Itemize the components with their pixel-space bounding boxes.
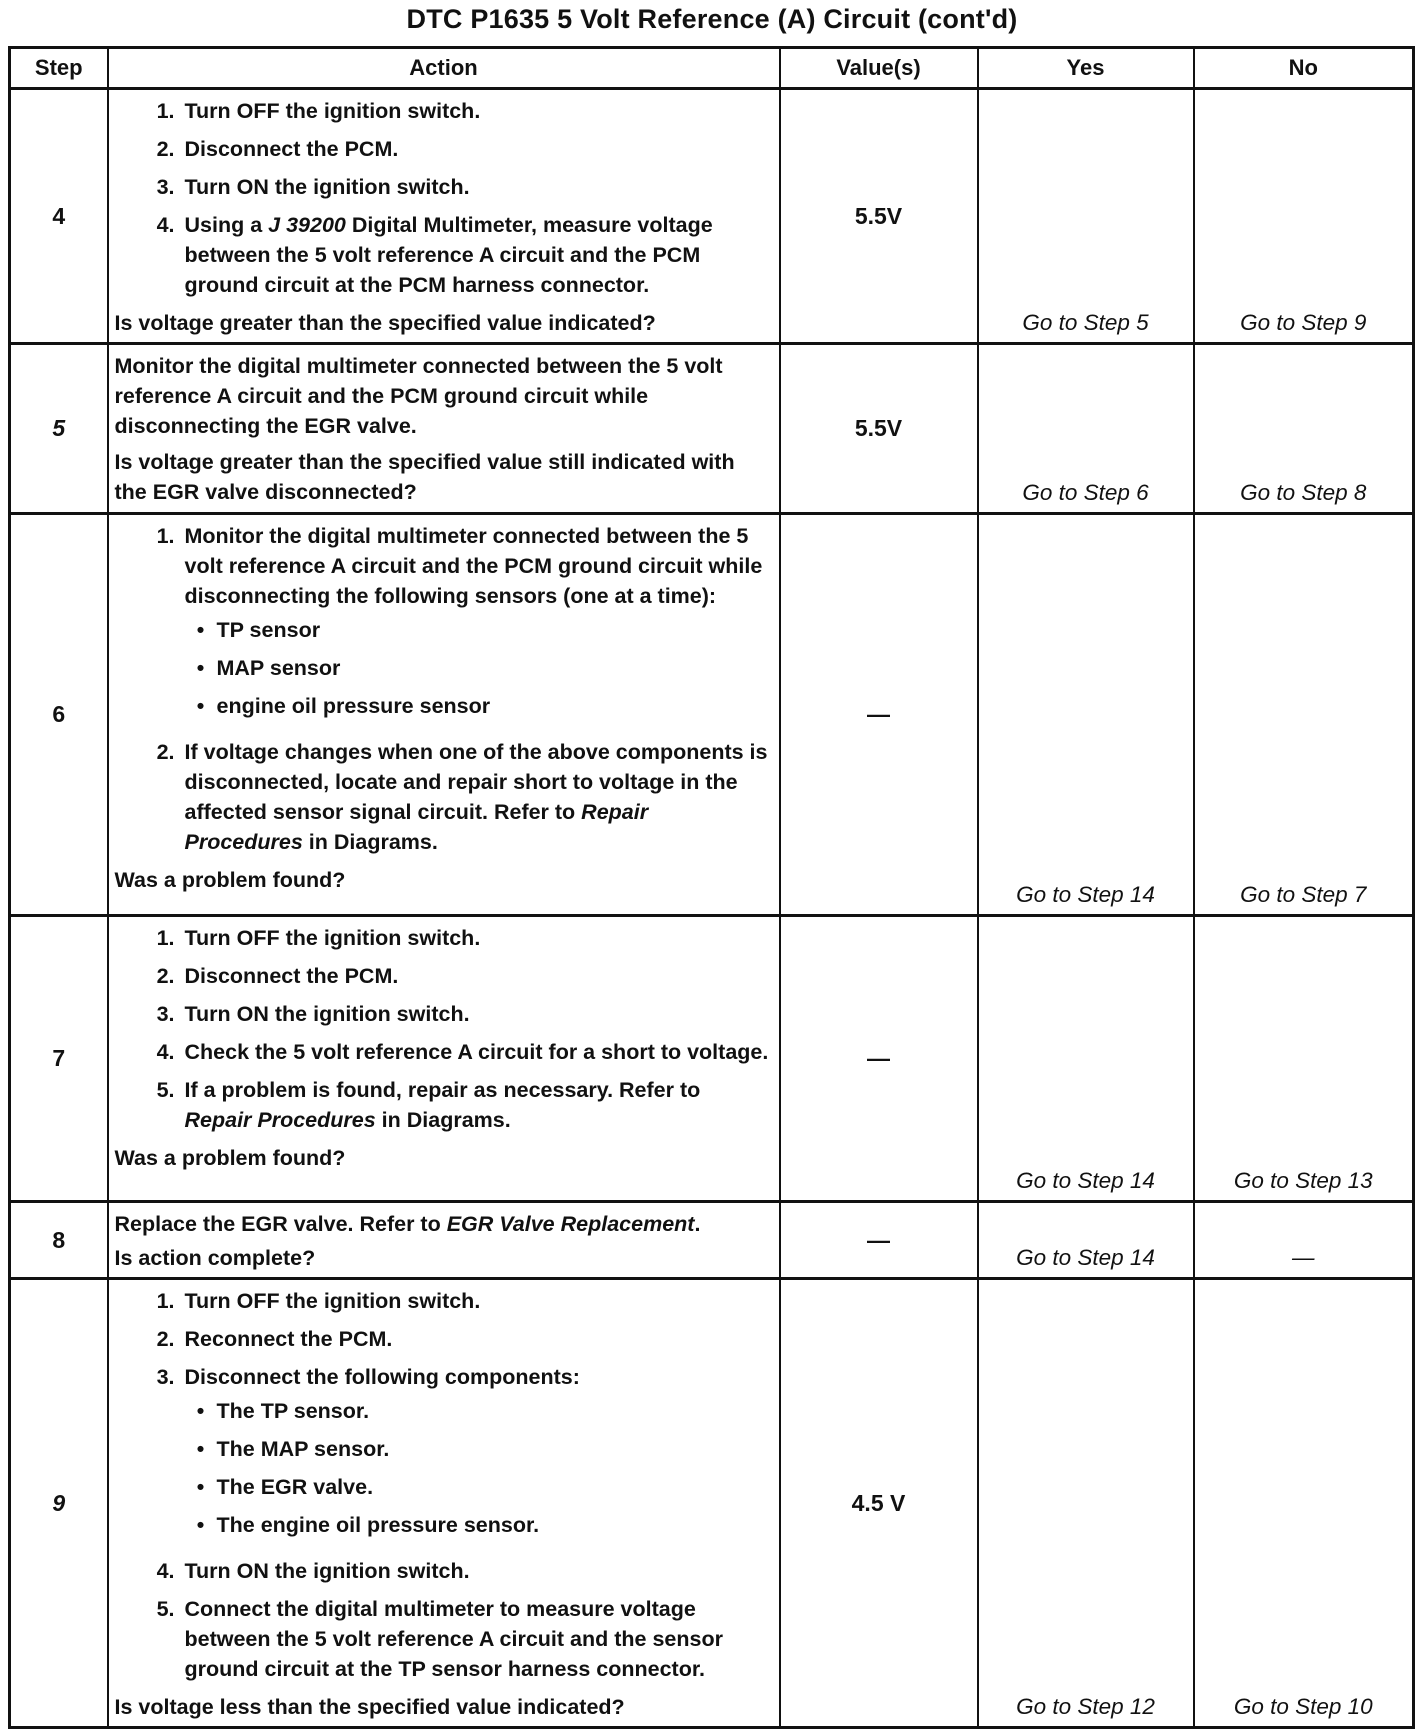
step-number: 8 bbox=[10, 1202, 108, 1279]
action-cell bbox=[108, 916, 780, 1202]
action-cell bbox=[108, 344, 780, 514]
value-cell: 5.5V bbox=[780, 344, 978, 514]
table-row-step-5 bbox=[10, 344, 1414, 514]
question: Is voltage less than the specified value indicated? bbox=[114, 1695, 625, 1719]
no-link[interactable]: Go to Step 9 bbox=[1194, 89, 1414, 344]
no-link[interactable]: Go to Step 7 bbox=[1194, 514, 1414, 916]
table-row-step-8 bbox=[10, 1202, 1414, 1279]
list-item: 4. Using a J 39200 Digital Multimeter, measure voltage between the 5 volt reference A circuit and the PCM ground circuit at the PCM harness connector. bbox=[156, 213, 713, 297]
value-cell: 5.5V bbox=[780, 89, 978, 344]
question: Is voltage greater than the specified value still indicated with the EGR valve disconnected? bbox=[114, 450, 735, 504]
header-step: Step bbox=[10, 48, 108, 89]
page-title: DTC P1635 5 Volt Reference (A) Circuit (cont'd) bbox=[406, 4, 1018, 34]
value-cell: — bbox=[780, 916, 978, 1202]
list-item: 1. Monitor the digital multimeter connected between the 5 volt reference A circuit and the PCM ground circuit while disconnecting the following sensors (one at a time): • TP sensor • MAP sensor • engine oil pressure sensor bbox=[115, 521, 771, 729]
list-item: 2. If voltage changes when one of the above components is disconnected, locate and repair short to voltage in the affected sensor signal circuit. Refer to Repair Procedures in Diagrams. bbox=[156, 740, 768, 854]
list-item: 3. Turn ON the ignition switch. bbox=[156, 175, 470, 199]
bullet-item: • The EGR valve. bbox=[196, 1475, 374, 1499]
list-item: 3. Disconnect the following components: • The TP sensor. • The MAP sensor. • The EGR valve. • The engine oil pressure sensor. bbox=[115, 1362, 771, 1548]
header-yes: Yes bbox=[978, 48, 1194, 89]
value-cell: 4.5 V bbox=[780, 1279, 978, 1728]
egr-valve-replacement-link[interactable]: EGR Valve Replacement bbox=[446, 1212, 695, 1236]
no-link[interactable]: Go to Step 10 bbox=[1194, 1279, 1414, 1728]
list-item: 2. Disconnect the PCM. bbox=[156, 137, 399, 161]
list-item: 3. Turn ON the ignition switch. bbox=[156, 1002, 470, 1026]
list-item: 5. Connect the digital multimeter to measure voltage between the 5 volt reference A circuit and the sensor ground circuit at the TP sensor harness connector. bbox=[156, 1597, 723, 1681]
header-values: Value(s) bbox=[780, 48, 978, 89]
action-cell bbox=[108, 89, 780, 344]
list-item: 2. Disconnect the PCM. bbox=[156, 964, 399, 988]
table-row-step-9 bbox=[10, 1279, 1414, 1728]
action-cell bbox=[108, 1279, 780, 1728]
list-item: 2. Reconnect the PCM. bbox=[156, 1327, 393, 1351]
bullet-item: • TP sensor bbox=[196, 618, 321, 642]
yes-link[interactable]: Go to Step 12 bbox=[978, 1279, 1194, 1728]
table-row-step-7 bbox=[10, 916, 1414, 1202]
list-item: 5. If a problem is found, repair as necessary. Refer to Repair Procedures in Diagrams. bbox=[156, 1078, 701, 1132]
yes-link[interactable]: Go to Step 14 bbox=[978, 916, 1194, 1202]
instruction: Monitor the digital multimeter connected between the 5 volt reference A circuit and the PCM ground circuit while disconnecting the EGR valve. bbox=[114, 354, 723, 438]
bullet-item: • engine oil pressure sensor bbox=[196, 694, 491, 718]
step-number: 9 bbox=[10, 1279, 108, 1728]
question: Is voltage greater than the specified value indicated? bbox=[114, 311, 656, 335]
bullet-item: • The MAP sensor. bbox=[196, 1437, 390, 1461]
table-row-step-6 bbox=[10, 514, 1414, 916]
no-link[interactable]: Go to Step 8 bbox=[1194, 344, 1414, 514]
bullet-item: • The TP sensor. bbox=[196, 1399, 370, 1423]
no-cell: — bbox=[1194, 1202, 1414, 1279]
list-item: 1. Turn OFF the ignition switch. bbox=[156, 99, 481, 123]
header-action: Action bbox=[108, 48, 780, 89]
table-row-step-4 bbox=[10, 89, 1414, 344]
question: Is action complete? bbox=[114, 1246, 316, 1270]
yes-link[interactable]: Go to Step 6 bbox=[978, 344, 1194, 514]
list-item: 4. Check the 5 volt reference A circuit for a short to voltage. bbox=[156, 1040, 769, 1064]
repair-procedures-link[interactable]: Repair Procedures bbox=[184, 800, 649, 854]
step-number: 5 bbox=[10, 344, 108, 514]
list-item: 1. Turn OFF the ignition switch. bbox=[156, 1289, 481, 1313]
no-link[interactable]: Go to Step 13 bbox=[1194, 916, 1414, 1202]
repair-procedures-link[interactable]: Repair Procedures bbox=[184, 1108, 376, 1132]
yes-link[interactable]: Go to Step 14 bbox=[978, 1202, 1194, 1279]
action-cell bbox=[108, 514, 780, 916]
question: Was a problem found? bbox=[114, 868, 346, 892]
question: Was a problem found? bbox=[114, 1146, 346, 1170]
yes-link[interactable]: Go to Step 14 bbox=[978, 514, 1194, 916]
list-item: 1. Turn OFF the ignition switch. bbox=[156, 926, 481, 950]
tool-reference: J 39200 bbox=[268, 213, 346, 237]
dtc-table bbox=[8, 46, 1415, 1729]
value-cell: — bbox=[780, 1202, 978, 1279]
list-item: 4. Turn ON the ignition switch. bbox=[156, 1559, 470, 1583]
bullet-item: • MAP sensor bbox=[196, 656, 341, 680]
step-number: 7 bbox=[10, 916, 108, 1202]
yes-link[interactable]: Go to Step 5 bbox=[978, 89, 1194, 344]
step-number: 4 bbox=[10, 89, 108, 344]
bullet-item: • The engine oil pressure sensor. bbox=[196, 1513, 540, 1537]
action-cell: Replace the EGR valve. Refer to EGR Valve Replacement. Is action complete? bbox=[108, 1202, 780, 1279]
header-row bbox=[10, 48, 1414, 89]
header-no: No bbox=[1194, 48, 1414, 89]
step-number: 6 bbox=[10, 514, 108, 916]
value-cell: — bbox=[780, 514, 978, 916]
